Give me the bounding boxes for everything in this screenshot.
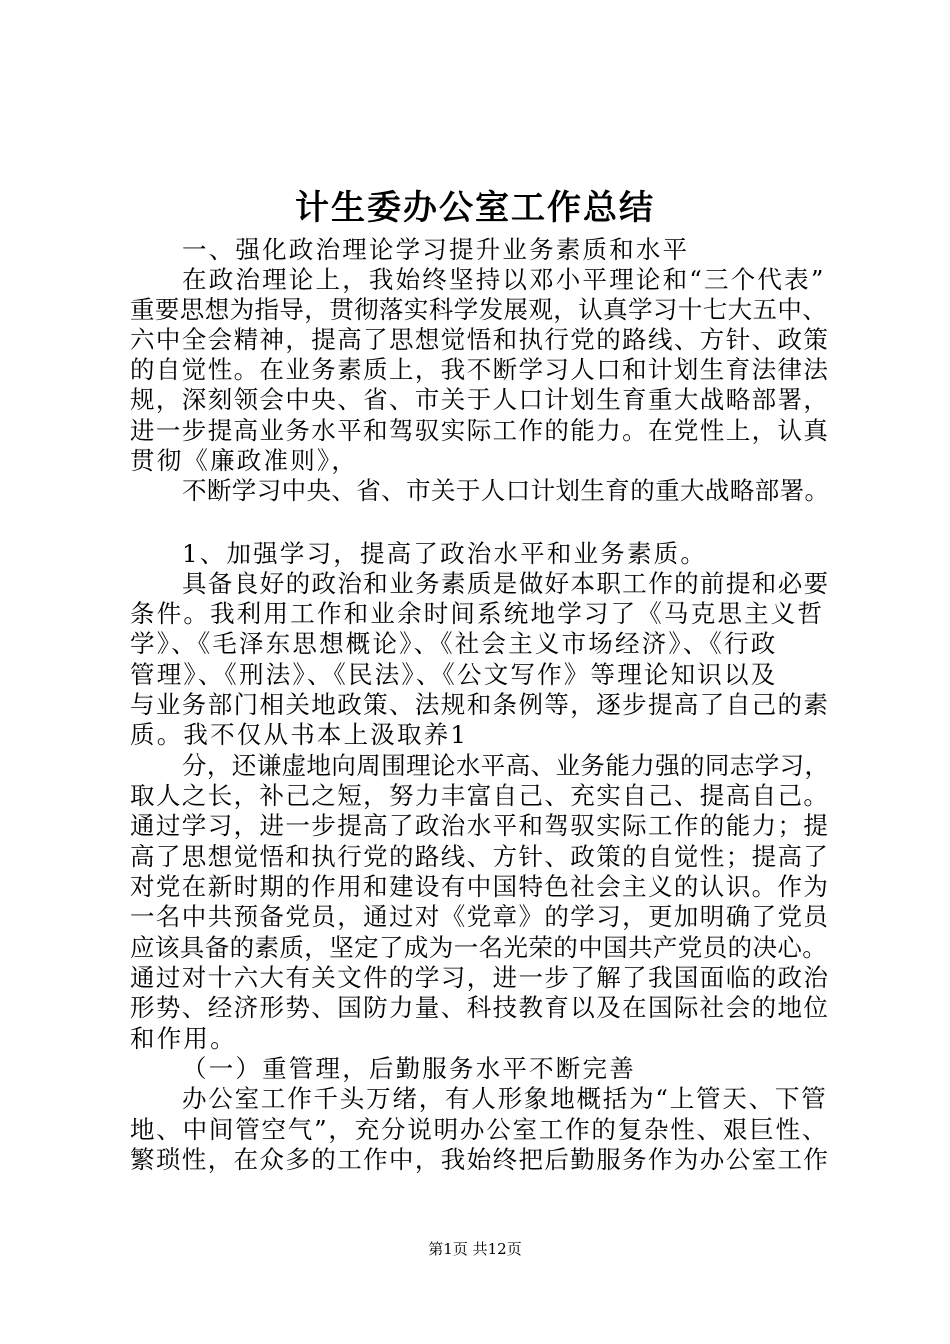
paragraph-line: 质。我不仅从书本上汲取养1 <box>130 720 469 749</box>
paragraph-line: 分，还谦虚地向周围理论水平高、业务能力强的同志学习， <box>182 751 830 780</box>
paragraph-line: 规，深刻领会中央、省、市关于人口计划生育重大战略部署， <box>130 385 830 414</box>
paragraph-line: 对党在新时期的作用和建设有中国特色社会主义的认识。作为 <box>130 872 830 901</box>
paragraph-line: 六中全会精神，提高了思想觉悟和执行党的路线、方针、政策 <box>130 325 830 354</box>
paragraph-line: 通过对十六大有关文件的学习，进一步了解了我国面临的政治 <box>130 963 830 992</box>
paragraph-line: 繁琐性，在众多的工作中，我始终把后勤服务作为办公室工作 <box>130 1145 830 1174</box>
subsection-heading-1: 1、加强学习，提高了政治水平和业务素质。 <box>182 539 708 568</box>
paragraph-line: 学》、《毛泽东思想概论》、《社会主义市场经济》、《行政 <box>130 629 778 658</box>
paragraph-line: 高了思想觉悟和执行党的路线、方针、政策的自觉性；提高了 <box>130 842 830 871</box>
paragraph-line: 管理》、《刑法》、《民法》、《公文写作》等理论知识以及 <box>130 660 778 689</box>
paragraph-line: 通过学习，进一步提高了政治水平和驾驭实际工作的能力；提 <box>130 811 830 840</box>
section-heading-1: 一、强化政治理论学习提升业务素质和水平 <box>182 235 690 264</box>
paragraph-line: 地、中间管空气”，充分说明办公室工作的复杂性、艰巨性、 <box>130 1115 829 1144</box>
paragraph-line: 和作用。 <box>130 1024 237 1053</box>
paragraph-line: 的自觉性。在业务素质上，我不断学习人口和计划生育法律法 <box>130 355 830 384</box>
paragraph-line: 进一步提高业务水平和驾驭实际工作的能力。在党性上，认真 <box>130 416 830 445</box>
paragraph-line: 条件。我利用工作和业余时间系统地学习了《马克思主义哲 <box>130 599 825 628</box>
paragraph-line: 一名中共预备党员，通过对《党章》的学习，更加明确了党员 <box>130 902 830 931</box>
paragraph-line: 贯彻《廉政准则》， <box>130 446 359 475</box>
page-title: 计生委办公室工作总结 <box>295 188 655 228</box>
paragraph-line: 与业务部门相关地政策、法规和条例等，逐步提高了自己的素 <box>130 690 830 719</box>
paragraph-line: 在政治理论上，我始终坚持以邓小平理论和“三个代表” <box>182 265 826 294</box>
page-footer: 第1页 共12页 <box>428 1240 522 1258</box>
paragraph-line: 重要思想为指导，贯彻落实科学发展观，认真学习十七大五中、 <box>130 295 828 324</box>
paragraph-line: 办公室工作千头万绪，有人形象地概括为“上管天、下管 <box>182 1084 828 1113</box>
paragraph-line: 取人之长，补己之短，努力丰富自己、充实自己、提高自己。 <box>130 781 830 810</box>
paragraph-line: 不断学习中央、省、市关于人口计划生育的重大战略部署。 <box>182 476 830 505</box>
paragraph-line: 应该具备的素质，坚定了成为一名光荣的中国共产党员的决心。 <box>130 933 828 962</box>
paragraph-line: 形势、经济形势、国防力量、科技教育以及在国际社会的地位 <box>130 993 830 1022</box>
subsection-heading-2: （一）重管理，后勤服务水平不断完善 <box>182 1054 636 1083</box>
paragraph-line: 具备良好的政治和业务素质是做好本职工作的前提和必要 <box>182 569 830 598</box>
